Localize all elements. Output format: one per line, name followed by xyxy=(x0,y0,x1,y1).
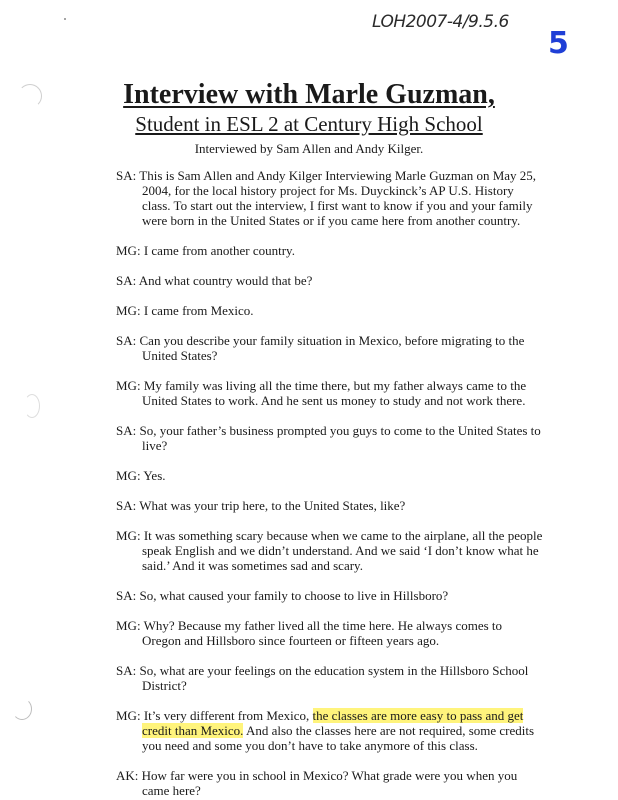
speaker: SA xyxy=(116,168,133,183)
transcript-entry: MG: I came from another country. xyxy=(116,243,295,258)
speaker: MG xyxy=(116,243,137,258)
speaker: SA xyxy=(116,333,133,348)
utterance: This is Sam Allen and Andy Kilger Interviewing Marle Guzman on May 25, 2004, for the local history project for Ms. Duyckinck’s AP U.S. History class. To start out the interview, I first want to know if you and your family were born in the United States or if you came here from another country. xyxy=(139,168,537,228)
transcript-entry: SA: Can you describe your family situation in Mexico, before migrating to the United States? xyxy=(116,333,525,363)
speaker: MG xyxy=(116,618,137,633)
transcript-entry: MG: It was something scary because when we came to the airplane, all the people speak English and we didn’t understand. And we said ‘I don’t know what he said.’ And it was sometimes sad and scary. xyxy=(116,528,543,573)
utterance: What was your trip here, to the United States, like? xyxy=(139,498,406,513)
highlighted-text: the classes are more easy to pass and get credit than Mexico. xyxy=(142,708,524,738)
punch-hole-mark xyxy=(24,394,40,418)
utterance: Why? Because my father lived all the time here. He always comes to Oregon and Hillsboro since fourteen or fifteen years ago. xyxy=(142,618,503,648)
utterance: My family was living all the time there, but my father always came to the United States to work. And he sent us money to study and not work there. xyxy=(142,378,527,408)
archive-code: LOH2007-4/9.5.6 xyxy=(372,12,509,32)
speaker: SA xyxy=(116,498,133,513)
punch-hole-mark xyxy=(12,698,32,720)
transcript-entry: SA: What was your trip here, to the United States, like? xyxy=(116,498,406,513)
transcript-entry: MG: My family was living all the time there, but my father always came to the United States to work. And he sent us money to study and not work there. xyxy=(116,378,527,408)
utterance: So, your father’s business prompted you guys to come to the United States to live? xyxy=(139,423,541,453)
transcript-entry: SA: This is Sam Allen and Andy Kilger Interviewing Marle Guzman on May 25, 2004, for the local history project for Ms. Duyckinck’s AP U.S. History class. To start out the interview, I first want to know if you and your family were born in the United States or if you came here from another country. xyxy=(116,168,537,228)
transcript-entry: MG: I came from Mexico. xyxy=(116,303,254,318)
utterance-part: And also the classes here are not required, some credits you need and some you don’t have to take anymore of this class. xyxy=(142,723,535,753)
byline: Interviewed by Sam Allen and Andy Kilger. xyxy=(194,141,424,156)
utterance: I came from another country. xyxy=(143,243,295,258)
transcript-entry: MG: Why? Because my father lived all the time here. He always comes to Oregon and Hillsboro since fourteen or fifteen years ago. xyxy=(116,618,503,648)
utterance: It was something scary because when we came to the airplane, all the people speak English and we didn’t understand. And we said ‘I don’t know what he said.’ And it was sometimes sad and scary. xyxy=(142,528,543,573)
transcript xyxy=(116,168,544,798)
utterance: Can you describe your family situation in Mexico, before migrating to the United States? xyxy=(139,333,525,363)
utterance: So, what are your feelings on the education system in the Hillsboro School District? xyxy=(139,663,529,693)
transcript-entry: SA: So, what caused your family to choose to live in Hillsboro? xyxy=(116,588,449,603)
speaker: MG xyxy=(116,708,137,723)
utterance: How far were you in school in Mexico? What grade were you when you came here? xyxy=(141,768,518,798)
utterance: So, what caused your family to choose to live in Hillsboro? xyxy=(139,588,449,603)
document-title: Interview with Marle Guzman, xyxy=(123,79,495,110)
speaker: MG xyxy=(116,378,137,393)
speaker: SA xyxy=(116,423,133,438)
speaker: SA xyxy=(116,663,133,678)
utterance-part: It’s very different from Mexico, xyxy=(143,708,313,723)
transcript-entry: MG: It’s very different from Mexico, the classes are more easy to pass and get credit than Mexico. And also the classes here are not required, some credits you need and some you don’t have to take anymore of this class. xyxy=(116,708,535,753)
transcript-entry: SA: And what country would that be? xyxy=(116,273,313,288)
scan-speck xyxy=(64,18,66,20)
page-number: 5 xyxy=(548,26,569,61)
transcript-entry: MG: Yes. xyxy=(116,468,166,483)
speaker: AK xyxy=(116,768,135,783)
speaker: SA xyxy=(116,273,133,288)
speaker: MG xyxy=(116,468,137,483)
utterance: I came from Mexico. xyxy=(143,303,254,318)
transcript-entry: SA: So, what are your feelings on the education system in the Hillsboro School District? xyxy=(116,663,529,693)
speaker: MG xyxy=(116,303,137,318)
document-subtitle: Student in ESL 2 at Century High School xyxy=(135,112,483,136)
transcript-entry: SA: So, your father’s business prompted you guys to come to the United States to live? xyxy=(116,423,541,453)
utterance: And what country would that be? xyxy=(138,273,313,288)
speaker: MG xyxy=(116,528,137,543)
utterance: Yes. xyxy=(143,468,166,483)
speaker: SA xyxy=(116,588,133,603)
transcript-entry: AK: How far were you in school in Mexico? What grade were you when you came here? xyxy=(116,768,518,798)
